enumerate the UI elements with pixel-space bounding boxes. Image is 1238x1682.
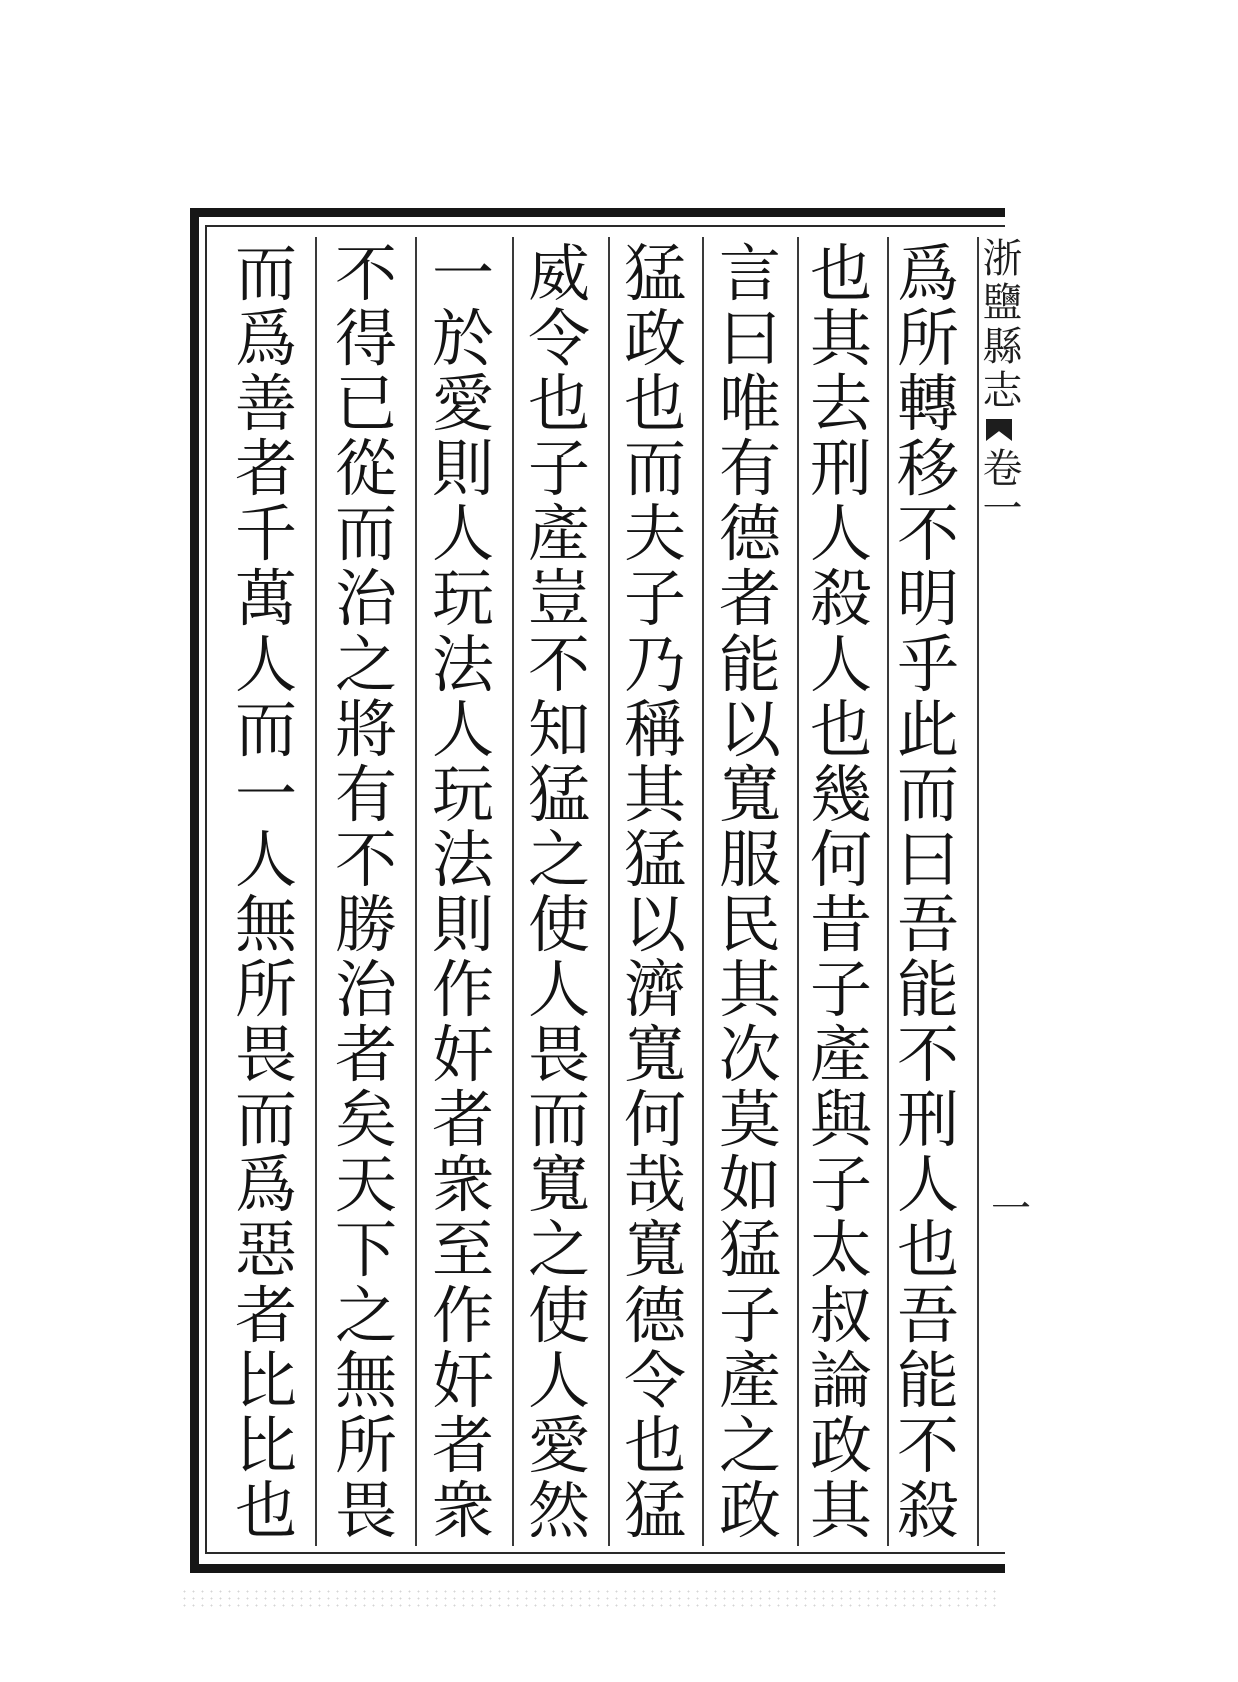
glyph: 次 <box>718 1018 781 1092</box>
glyph: 子 <box>809 1148 872 1222</box>
glyph: 猛 <box>623 237 686 310</box>
glyph: 然 <box>527 1473 590 1547</box>
glyph: 治 <box>334 953 397 1027</box>
glyph: 之 <box>334 1278 397 1352</box>
glyph: 其 <box>809 302 872 376</box>
glyph: 所 <box>896 302 959 376</box>
glyph: 民 <box>718 887 781 961</box>
glyph: 服 <box>718 822 781 896</box>
glyph: 至 <box>431 1213 494 1287</box>
glyph: 畏 <box>527 1018 590 1092</box>
glyph: 而 <box>896 757 959 831</box>
glyph: 其 <box>809 1473 872 1547</box>
glyph: 比 <box>234 1408 297 1482</box>
glyph: 政 <box>809 1408 872 1482</box>
glyph: 寬 <box>623 1213 686 1287</box>
glyph: 人 <box>431 497 494 571</box>
glyph: 者 <box>431 1408 494 1482</box>
glyph: 昔 <box>809 887 872 961</box>
glyph: 所 <box>334 1408 397 1482</box>
glyph: 子 <box>718 1278 781 1352</box>
glyph: 下 <box>334 1213 397 1287</box>
paper-specks <box>180 1588 1000 1608</box>
glyph: 寬 <box>527 1148 590 1222</box>
glyph: 何 <box>809 822 872 896</box>
glyph: 從 <box>334 432 397 506</box>
glyph: 不 <box>334 822 397 896</box>
glyph: 者 <box>234 1278 297 1352</box>
glyph: 惡 <box>234 1213 297 1287</box>
glyph: 不 <box>896 1408 959 1482</box>
glyph: 言 <box>718 237 781 310</box>
glyph: 使 <box>527 887 590 961</box>
glyph: 比 <box>234 1343 297 1417</box>
glyph: 移 <box>896 432 959 506</box>
glyph: 爲 <box>896 237 959 310</box>
glyph: 人 <box>896 1148 959 1222</box>
glyph: 殺 <box>809 562 872 636</box>
glyph: 玩 <box>431 757 494 831</box>
glyph: 叔 <box>809 1278 872 1352</box>
glyph: 也 <box>623 367 686 441</box>
text-column-8 <box>217 237 315 1547</box>
glyph: 刑 <box>809 432 872 506</box>
glyph: 產 <box>527 497 590 571</box>
glyph: 一 <box>431 237 494 310</box>
glyph: 也 <box>896 1213 959 1287</box>
glyph: 豈 <box>527 562 590 636</box>
glyph: 哉 <box>623 1148 686 1222</box>
glyph: 無 <box>234 887 297 961</box>
glyph: 無 <box>334 1343 397 1417</box>
glyph: 已 <box>334 367 397 441</box>
glyph: 而 <box>527 1083 590 1157</box>
glyph: 曰 <box>718 302 781 376</box>
glyph: 之 <box>334 627 397 701</box>
glyph: 不 <box>527 627 590 701</box>
glyph: 刑 <box>896 1083 959 1157</box>
fish-tail-mark <box>986 419 1012 441</box>
glyph: 殺 <box>896 1473 959 1547</box>
folio-number: 一 <box>991 1186 1031 1232</box>
glyph: 去 <box>809 367 872 441</box>
glyph: 愛 <box>527 1408 590 1482</box>
text-frame <box>205 225 1031 1554</box>
banxin-title <box>976 237 1022 527</box>
text-column-7 <box>317 237 415 1547</box>
glyph: 也 <box>234 1473 297 1547</box>
glyph: 何 <box>623 1083 686 1157</box>
glyph: 愛 <box>431 367 494 441</box>
glyph: 猛 <box>718 1213 781 1287</box>
glyph: 如 <box>718 1148 781 1222</box>
glyph: 知 <box>527 692 590 766</box>
glyph: 猛 <box>527 757 590 831</box>
glyph: 莫 <box>718 1083 781 1157</box>
glyph: 政 <box>718 1473 781 1547</box>
glyph: 法 <box>431 822 494 896</box>
glyph: 一 <box>234 757 297 831</box>
glyph: 不 <box>896 1018 959 1092</box>
glyph: 夫 <box>623 497 686 571</box>
glyph: 畏 <box>334 1473 397 1547</box>
glyph: 有 <box>718 432 781 506</box>
glyph: 吾 <box>896 1278 959 1352</box>
text-column-4 <box>606 237 704 1547</box>
text-column-2 <box>792 237 890 1547</box>
glyph: 產 <box>809 1018 872 1092</box>
glyph: 治 <box>334 562 397 636</box>
glyph: 德 <box>718 497 781 571</box>
glyph: 吾 <box>896 887 959 961</box>
glyph: 千 <box>234 497 297 571</box>
glyph: 畏 <box>234 1018 297 1092</box>
glyph: 政 <box>623 302 686 376</box>
glyph: 有 <box>334 757 397 831</box>
glyph: 使 <box>527 1278 590 1352</box>
glyph: 者 <box>718 562 781 636</box>
glyph: 作 <box>431 1278 494 1352</box>
juan-label: 卷一 <box>976 447 1022 527</box>
glyph: 德 <box>623 1278 686 1352</box>
glyph: 與 <box>809 1083 872 1157</box>
glyph: 猛 <box>623 1473 686 1547</box>
glyph: 之 <box>527 822 590 896</box>
glyph: 而 <box>234 692 297 766</box>
text-column-3 <box>701 237 799 1547</box>
glyph: 能 <box>896 1343 959 1417</box>
glyph: 其 <box>623 757 686 831</box>
glyph: 之 <box>527 1213 590 1287</box>
glyph: 人 <box>809 627 872 701</box>
glyph: 玩 <box>431 562 494 636</box>
glyph: 能 <box>718 627 781 701</box>
glyph: 奸 <box>431 1018 494 1092</box>
glyph: 矣 <box>334 1083 397 1157</box>
glyph: 萬 <box>234 562 297 636</box>
glyph: 令 <box>527 302 590 376</box>
glyph: 於 <box>431 302 494 376</box>
glyph: 衆 <box>431 1148 494 1222</box>
glyph: 天 <box>334 1148 397 1222</box>
glyph: 則 <box>431 432 494 506</box>
glyph: 明 <box>896 562 959 636</box>
text-column-6 <box>414 237 512 1547</box>
glyph: 子 <box>623 562 686 636</box>
glyph: 論 <box>809 1343 872 1417</box>
glyph: 轉 <box>896 367 959 441</box>
glyph: 也 <box>623 1408 686 1482</box>
glyph: 人 <box>234 627 297 701</box>
glyph: 奸 <box>431 1343 494 1417</box>
glyph: 唯 <box>718 367 781 441</box>
glyph: 善 <box>234 367 297 441</box>
banxin-strip <box>976 227 1031 1552</box>
glyph: 而 <box>334 497 397 571</box>
glyph: 者 <box>334 1018 397 1092</box>
glyph: 法 <box>431 627 494 701</box>
glyph: 稱 <box>623 692 686 766</box>
glyph: 令 <box>623 1343 686 1417</box>
glyph: 不 <box>896 497 959 571</box>
glyph: 也 <box>809 237 872 310</box>
glyph: 此 <box>896 692 959 766</box>
text-column-5 <box>510 237 608 1547</box>
glyph: 所 <box>234 953 297 1027</box>
glyph: 濟 <box>623 953 686 1027</box>
glyph: 人 <box>234 822 297 896</box>
glyph: 幾 <box>809 757 872 831</box>
glyph: 寬 <box>623 1018 686 1092</box>
glyph: 也 <box>527 367 590 441</box>
glyph: 曰 <box>896 822 959 896</box>
glyph: 衆 <box>431 1473 494 1547</box>
glyph: 者 <box>431 1083 494 1157</box>
glyph: 而 <box>623 432 686 506</box>
glyph: 也 <box>809 692 872 766</box>
glyph: 其 <box>718 953 781 1027</box>
glyph: 人 <box>809 497 872 571</box>
glyph: 寬 <box>718 757 781 831</box>
page-frame <box>190 208 1031 1573</box>
glyph: 爲 <box>234 302 297 376</box>
glyph: 作 <box>431 953 494 1027</box>
glyph: 能 <box>896 953 959 1027</box>
glyph: 爲 <box>234 1148 297 1222</box>
glyph: 子 <box>527 432 590 506</box>
glyph: 者 <box>234 432 297 506</box>
glyph: 人 <box>527 1343 590 1417</box>
glyph: 將 <box>334 692 397 766</box>
glyph: 勝 <box>334 887 397 961</box>
glyph: 而 <box>234 237 297 310</box>
glyph: 猛 <box>623 822 686 896</box>
book-title: 浙鹽縣志 <box>976 237 1022 413</box>
glyph: 而 <box>234 1083 297 1157</box>
glyph: 之 <box>718 1408 781 1482</box>
text-column-1 <box>879 237 977 1547</box>
glyph: 乃 <box>623 627 686 701</box>
glyph: 威 <box>527 237 590 310</box>
glyph: 太 <box>809 1213 872 1287</box>
glyph: 乎 <box>896 627 959 701</box>
glyph: 得 <box>334 302 397 376</box>
glyph: 產 <box>718 1343 781 1417</box>
glyph: 以 <box>718 692 781 766</box>
glyph: 人 <box>527 953 590 1027</box>
glyph: 不 <box>334 237 397 310</box>
glyph: 人 <box>431 692 494 766</box>
glyph: 以 <box>623 887 686 961</box>
glyph: 子 <box>809 953 872 1027</box>
glyph: 則 <box>431 887 494 961</box>
